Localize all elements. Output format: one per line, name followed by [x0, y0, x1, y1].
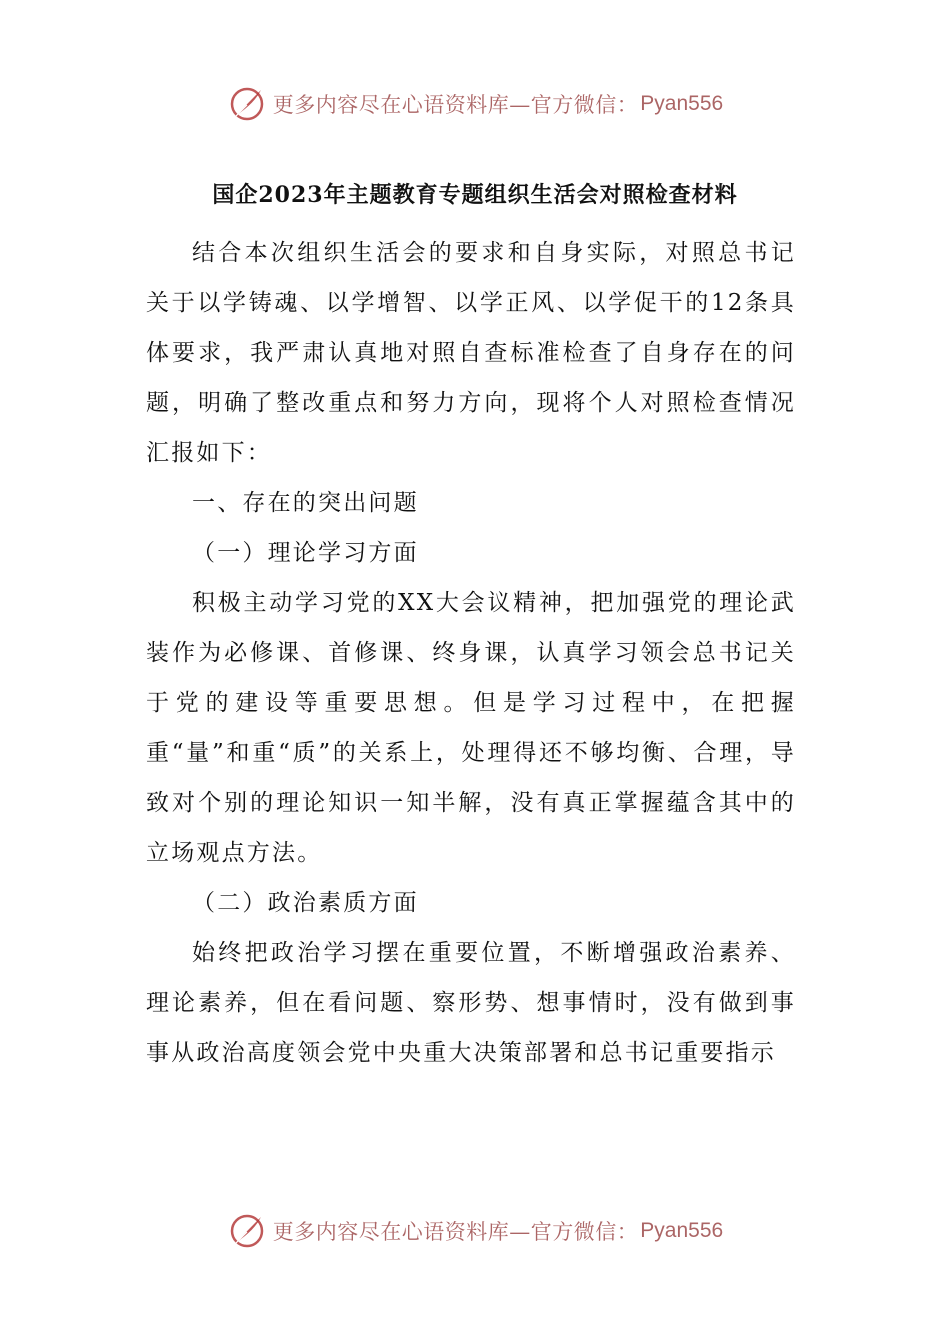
- subsection-heading-theory: （一）理论学习方面: [192, 540, 419, 566]
- header-watermark: [0, 78, 950, 130]
- document-body: [146, 228, 796, 1078]
- watermark-wechat-id: Pyan556: [640, 92, 724, 115]
- footer-watermark: [0, 1205, 950, 1257]
- theory-paragraph: 积极主动学习党的XX大会议精神，把加强党的理论武装作为必修课、首修课、终身课，认真学习领会总书记关于党的建设等重要思想。但是学习过程中，在把握重“量”和重“质”的关系上，处理得还不够均衡、合理，导致对个别的理论知识一知半解，没有真正掌握蕴含其中的立场观点方法。: [146, 590, 796, 866]
- watermark-wechat-id: Pyan556: [640, 1219, 724, 1242]
- quill-pen-logo-icon: [227, 84, 267, 124]
- politics-paragraph: 始终把政治学习摆在重要位置，不断增强政治素养、理论素养，但在看问题、察形势、想事情时，没有做到事事从政治高度领会党中央重大决策部署和总书记重要指示: [146, 940, 796, 1066]
- document-title: 国企2023年主题教育专题组织生活会对照检查材料: [212, 182, 738, 208]
- watermark-text: 更多内容尽在心语资料库—官方微信：: [272, 93, 639, 117]
- watermark-text: 更多内容尽在心语资料库—官方微信：: [272, 1220, 639, 1244]
- intro-paragraph: 结合本次组织生活会的要求和自身实际，对照总书记关于以学铸魂、以学增智、以学正风、以学促干的12条具体要求，我严肃认真地对照自查标准检查了自身存在的问题，明确了整改重点和努力方向，现将个人对照检查情况汇报如下：: [146, 240, 796, 466]
- section-heading: 一、存在的突出问题: [192, 490, 419, 516]
- quill-pen-logo-icon: [227, 1211, 267, 1251]
- subsection-heading-politics: （二）政治素质方面: [192, 890, 419, 916]
